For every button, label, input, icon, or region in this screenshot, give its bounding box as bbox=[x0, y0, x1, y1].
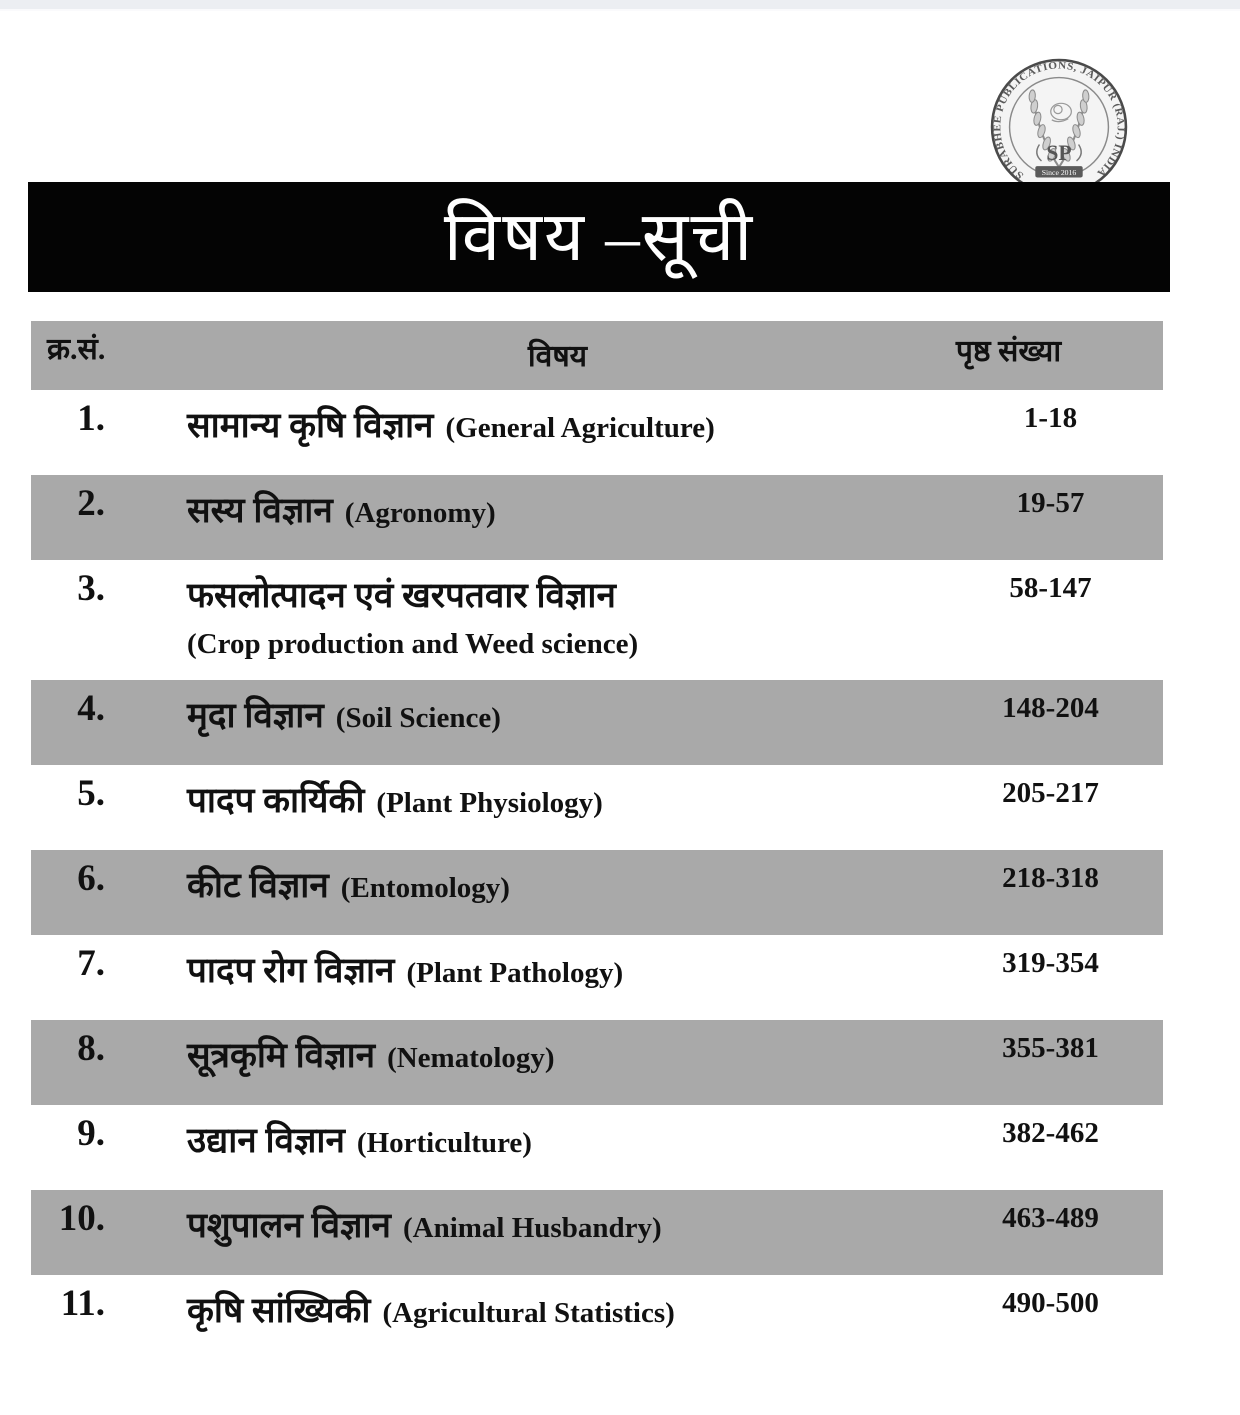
header-serial-label: क्र.सं. bbox=[47, 333, 106, 366]
header-subject bbox=[177, 321, 938, 378]
row-subject bbox=[105, 1275, 938, 1334]
header-pages-label: पृष्ठ संख्या bbox=[955, 335, 1062, 368]
header-pages bbox=[896, 321, 1121, 367]
subject-hindi: सूत्रकृमि विज्ञान bbox=[187, 1036, 376, 1075]
row-subject bbox=[105, 935, 938, 994]
row-serial: 6. bbox=[77, 858, 105, 899]
subject-english: (General Agriculture) bbox=[445, 412, 715, 444]
subject-english: (Plant Pathology) bbox=[406, 957, 624, 989]
subject-hindi: सस्य विज्ञान bbox=[187, 491, 333, 530]
row-subject bbox=[105, 850, 938, 909]
toc-row bbox=[31, 680, 1163, 765]
toc-row bbox=[31, 935, 1163, 1020]
row-serial: 5. bbox=[77, 773, 105, 814]
publisher-logo-icon bbox=[990, 58, 1128, 196]
subject-hindi: सामान्य कृषि विज्ञान bbox=[187, 406, 434, 445]
toc-row bbox=[31, 390, 1163, 475]
subject-english: (Entomology) bbox=[340, 872, 510, 904]
subject-english: (Horticulture) bbox=[356, 1127, 532, 1159]
row-pages: 148-204 bbox=[1002, 692, 1099, 724]
toc-table bbox=[31, 321, 1163, 1360]
title-bar bbox=[28, 182, 1170, 292]
row-serial: 10. bbox=[58, 1198, 105, 1239]
row-pages: 205-217 bbox=[1002, 777, 1099, 809]
row-subject bbox=[105, 1020, 938, 1079]
header-subject-label: विषय bbox=[527, 340, 588, 373]
subject-english: (Agronomy) bbox=[344, 497, 496, 529]
subject-hindi: कृषि सांख्यिकी bbox=[187, 1291, 371, 1330]
toc-row bbox=[31, 1190, 1163, 1275]
row-subject bbox=[105, 765, 938, 824]
subject-english: (Animal Husbandry) bbox=[402, 1212, 662, 1244]
toc-row bbox=[31, 1105, 1163, 1190]
page-title: विषय –सूची bbox=[443, 198, 755, 275]
subject-hindi: पादप कार्यिकी bbox=[187, 781, 365, 820]
subject-english: (Soil Science) bbox=[335, 702, 501, 734]
publisher-logo bbox=[990, 58, 1128, 196]
subject-english: (Crop production and Weed science) bbox=[187, 628, 639, 661]
logo-circular-text: SURABHEE PUBLICATIONS, JAIPUR (RAJ.) INDIA bbox=[992, 60, 1126, 181]
row-pages: 319-354 bbox=[1002, 947, 1099, 979]
subject-hindi: पशुपालन विज्ञान bbox=[187, 1206, 391, 1245]
logo-monogram-text: SP bbox=[1046, 140, 1072, 165]
subject-hindi: उद्यान विज्ञान bbox=[187, 1121, 345, 1160]
subject-hindi: मृदा विज्ञान bbox=[187, 696, 324, 735]
row-pages: 463-489 bbox=[1002, 1202, 1099, 1234]
header-serial bbox=[31, 321, 177, 365]
toc-row bbox=[31, 1020, 1163, 1105]
row-subject bbox=[105, 680, 938, 739]
subject-english: (Plant Physiology) bbox=[376, 787, 603, 819]
row-serial: 11. bbox=[60, 1283, 105, 1324]
row-subject bbox=[105, 1105, 938, 1164]
logo-since-text: Since 2016 bbox=[1041, 167, 1077, 177]
row-pages: 218-318 bbox=[1002, 862, 1099, 894]
row-serial: 8. bbox=[77, 1028, 105, 1069]
row-serial: 3. bbox=[77, 568, 105, 609]
toc-row bbox=[31, 560, 1163, 680]
toc-header-row bbox=[31, 321, 1163, 390]
row-pages: 382-462 bbox=[1002, 1117, 1099, 1149]
subject-english: (Agricultural Statistics) bbox=[382, 1297, 675, 1329]
row-subject bbox=[105, 560, 938, 664]
logo-since-banner bbox=[1035, 166, 1082, 177]
toc-row bbox=[31, 850, 1163, 935]
row-serial: 2. bbox=[77, 483, 105, 524]
row-subject bbox=[105, 1190, 938, 1249]
row-pages: 19-57 bbox=[1016, 487, 1085, 519]
row-serial: 4. bbox=[77, 688, 105, 729]
row-serial: 7. bbox=[77, 943, 105, 984]
subject-hindi: पादप रोग विज्ञान bbox=[187, 951, 395, 990]
row-serial: 9. bbox=[77, 1113, 105, 1154]
scan-top-edge bbox=[0, 0, 1240, 11]
subject-hindi: फसलोत्पादन एवं खरपतवार विज्ञान bbox=[187, 576, 616, 615]
toc-row bbox=[31, 765, 1163, 850]
subject-hindi: कीट विज्ञान bbox=[187, 866, 329, 905]
row-subject bbox=[105, 390, 938, 449]
row-pages: 1-18 bbox=[1023, 402, 1078, 434]
row-serial: 1. bbox=[77, 398, 105, 439]
row-pages: 355-381 bbox=[1002, 1032, 1099, 1064]
toc-row bbox=[31, 475, 1163, 560]
row-subject bbox=[105, 475, 938, 534]
subject-english: (Nematology) bbox=[387, 1042, 555, 1074]
toc-rows bbox=[31, 390, 1163, 1360]
toc-row bbox=[31, 1275, 1163, 1360]
row-pages: 490-500 bbox=[1002, 1287, 1099, 1319]
row-pages: 58-147 bbox=[1009, 572, 1092, 604]
